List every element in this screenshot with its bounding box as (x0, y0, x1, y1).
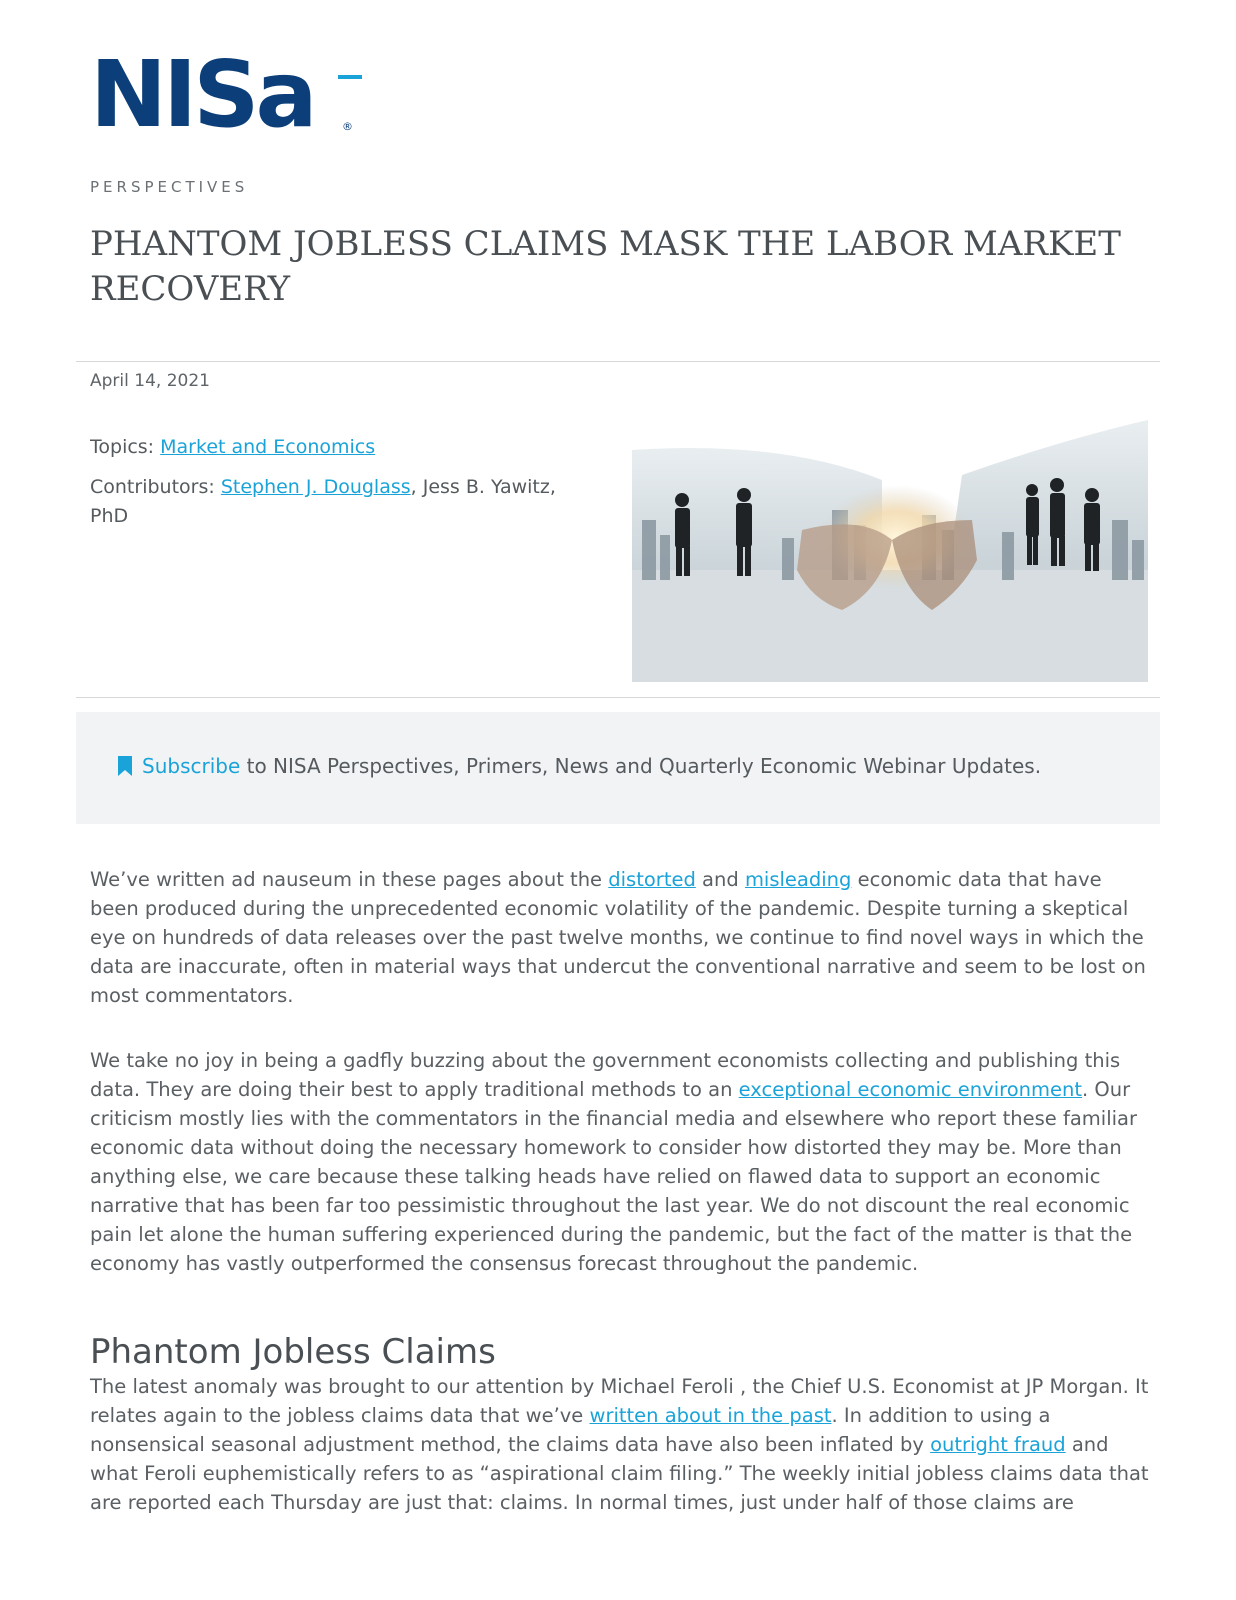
subscribe-banner (76, 712, 1160, 824)
exceptional-environment-link[interactable]: exceptional economic environment (738, 1078, 1082, 1101)
logo-wordmark: NISa (90, 52, 314, 138)
contributors-rest: , Jess B. Yawitz, (410, 476, 556, 498)
misleading-link[interactable]: misleading (744, 868, 852, 891)
subscribe-link[interactable]: Subscribe (142, 754, 241, 778)
contributors-label: Contributors: (90, 476, 221, 498)
topics-line (90, 433, 375, 462)
paragraph-2: We take no joy in being a gadfly buzzing about the government economists collecting and publishing this data. They are doing their best to apply traditional methods to an exceptional economic environment. Our criticism mostly lies with the commentators in the financial media and elsewhere who report these familiar economic data without doing the necessary homework to consider how distorted they may be. More than anything else, we care because these talking heads have relied on flawed data to support an economic narrative that has been far too pessimistic throughout the last year. We do not discount the real economic pain let alone the human suffering experienced during the pandemic, but the fact of the matter is that the economy has vastly outperformed the consensus forecast throughout the pandemic. (90, 1049, 1137, 1275)
paragraph-1: We’ve written ad nauseum in these pages about the distorted and misleading economic data that have been produced during the unprecedented economic volatility of the pandemic. Despite turning a skeptical eye on hundreds of data releases over the past twelve months, we continue to find novel ways in which the data are inaccurate, often in material ways that undercut the conventional narrative and seem to be lost on most commentators. (90, 868, 1146, 1007)
logo-registered-mark: ® (342, 120, 353, 133)
divider-top (76, 361, 1160, 362)
written-about-link[interactable]: written about in the past (589, 1404, 832, 1427)
publish-date: April 14, 2021 (90, 371, 210, 391)
hero-image-handshake (632, 420, 1148, 682)
nisa-logo[interactable] (90, 52, 380, 138)
divider-middle (76, 697, 1160, 698)
contributors-line (90, 473, 590, 531)
paragraph-3: The latest anomaly was brought to our attention by Michael Feroli , the Chief U.S. Economist at JP Morgan. It relates again to the jobless claims data that we’ve written about in the past. In addition to using a nonsensical seasonal adjustment method, the claims data have also been inflated by outright fraud and what Feroli euphemistically refers to as “aspirational claim filing.” The weekly initial jobless claims data that are reported each Thursday are just that: claims. In normal times, just under half of those claims are (90, 1375, 1149, 1514)
topics-label: Topics: (90, 436, 161, 458)
section-eyebrow: PERSPECTIVES (90, 178, 249, 196)
outright-fraud-link[interactable]: outright fraud (930, 1433, 1066, 1456)
contributor-link[interactable]: Stephen J. Douglass (220, 476, 411, 498)
title-line-1: PHANTOM JOBLESS CLAIMS MASK THE LABOR MARKET (90, 224, 1121, 264)
page-title (90, 222, 1150, 312)
contributors-rest-2: PhD (90, 505, 129, 527)
distorted-link[interactable]: distorted (608, 868, 696, 891)
section-heading: Phantom Jobless Claims (90, 1332, 496, 1372)
bookmark-icon (118, 756, 132, 776)
logo-accent-bar (338, 75, 362, 79)
title-line-2: RECOVERY (90, 269, 291, 309)
subscribe-line (118, 754, 1041, 778)
subscribe-text: to NISA Perspectives, Primers, News and Quarterly Economic Webinar Updates. (240, 754, 1042, 778)
topics-link[interactable]: Market and Economics (160, 436, 376, 458)
